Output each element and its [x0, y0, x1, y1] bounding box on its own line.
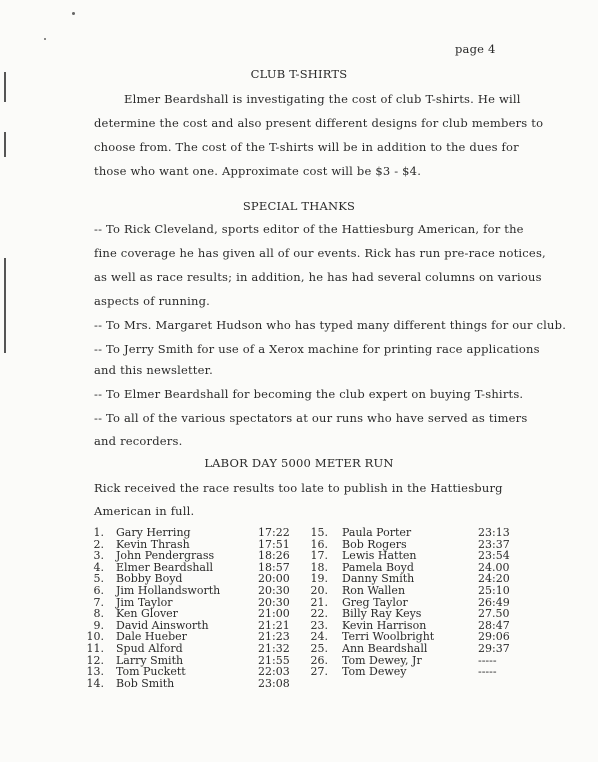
tshirts-line: determine the cost and also present different designs for club members to	[94, 116, 544, 130]
result-time: 22:03	[258, 665, 290, 679]
tshirts-line: choose from. The cost of the T-shirts will be in addition to the dues for	[94, 140, 519, 154]
result-time: 17:22	[258, 526, 290, 539]
result-place: 26.	[310, 653, 328, 667]
result-name: Bob Rogers	[342, 537, 407, 551]
result-name: Terri Woolbright	[342, 630, 435, 644]
result-time: 21:32	[258, 642, 290, 655]
result-time: 20:00	[258, 572, 290, 586]
result-name: Pamela Boyd	[342, 560, 414, 574]
result-time: 29:37	[478, 642, 510, 655]
result-time: 20:30	[258, 584, 290, 597]
result-place: 20.	[310, 584, 328, 597]
result-name: Billy Ray Keys	[342, 607, 422, 621]
thanks-line: -- To Jerry Smith for use of a Xerox machine for printing race applications	[94, 342, 540, 356]
result-place: 19.	[310, 572, 328, 586]
result-time: 29:06	[478, 630, 510, 644]
scan-speck	[44, 38, 46, 40]
result-name: Larry Smith	[116, 653, 184, 667]
result-time: 18:26	[258, 549, 290, 563]
result-place: 14.	[86, 676, 104, 690]
result-time: 21:55	[258, 653, 290, 667]
scan-speck	[72, 12, 75, 15]
laborday-line: American in full.	[94, 504, 195, 518]
result-name: Jim Taylor	[116, 595, 173, 609]
tshirts-heading: CLUB T-SHIRTS	[250, 67, 348, 81]
result-time: 27.50	[478, 607, 510, 621]
result-time: 28:47	[478, 618, 510, 632]
result-name: Gary Herring	[116, 526, 191, 539]
result-place: 15.	[310, 526, 328, 539]
result-name: Jim Hollandsworth	[116, 584, 221, 597]
result-name: Kevin Thrash	[116, 537, 190, 551]
thanks-line: -- To Mrs. Margaret Hudson who has typed many different things for our club.	[94, 318, 567, 332]
result-name: Bob Smith	[116, 676, 175, 690]
thanks-line: -- To Elmer Beardshall for becoming the club expert on buying T-shirts.	[94, 387, 524, 401]
binding-mark-lower	[4, 258, 6, 353]
result-place: 27.	[310, 665, 328, 679]
binding-mark-middle	[4, 132, 6, 157]
result-time: 21:21	[258, 618, 290, 632]
result-time: 23:08	[258, 676, 290, 690]
thanks-line: fine coverage he has given all of our events. Rick has run pre-race notices,	[94, 246, 546, 260]
result-place: 9.	[93, 618, 104, 632]
laborday-heading: LABOR DAY 5000 METER RUN	[204, 456, 394, 470]
page-number: page 4	[455, 42, 496, 56]
result-place: 16.	[310, 537, 328, 551]
result-place: 4.	[93, 560, 104, 574]
result-name: Bobby Boyd	[116, 572, 183, 586]
result-name: Ann Beardshall	[342, 642, 428, 655]
thanks-line: and this newsletter.	[94, 363, 213, 377]
result-place: 8.	[93, 607, 104, 621]
result-name: Paula Porter	[342, 526, 412, 539]
tshirts-line: Elmer Beardshall is investigating the cost of club T-shirts. He will	[124, 92, 521, 106]
result-name: Elmer Beardshall	[116, 560, 214, 574]
result-time: 23:37	[478, 537, 510, 551]
result-name: Lewis Hatten	[342, 549, 417, 563]
result-name: Ken Glover	[116, 607, 178, 621]
result-name: Dale Hueber	[116, 630, 187, 644]
result-time: 26:49	[478, 595, 510, 609]
result-name: Spud Alford	[116, 642, 183, 655]
result-place: 5.	[93, 572, 104, 586]
result-place: 24.	[310, 630, 328, 644]
result-name: David Ainsworth	[116, 618, 209, 632]
result-name: Tom Puckett	[116, 665, 186, 679]
thanks-line: aspects of running.	[94, 294, 210, 308]
result-place: 22.	[310, 607, 328, 621]
thanks-line: as well as race results; in addition, he has had several columns on various	[94, 270, 542, 284]
result-place: 18.	[310, 560, 328, 574]
result-time: 17:51	[258, 537, 290, 551]
result-time: -----	[478, 665, 497, 679]
result-time: 23:54	[478, 549, 510, 563]
result-place: 11.	[86, 642, 104, 655]
result-name: Kevin Harrison	[342, 618, 427, 632]
result-time: 18:57	[258, 560, 290, 574]
result-time: 21:00	[258, 607, 290, 621]
result-time: 21:23	[258, 630, 290, 644]
thanks-line: -- To all of the various spectators at our runs who have served as timers	[94, 411, 528, 425]
result-time: 24:20	[478, 572, 510, 586]
result-place: 13.	[86, 665, 104, 679]
tshirts-line: those who want one. Approximate cost will be $3 - $4.	[94, 164, 422, 178]
result-time: 24.00	[478, 560, 510, 574]
result-place: 7.	[93, 595, 104, 609]
result-place: 3.	[93, 549, 104, 563]
result-place: 17.	[310, 549, 328, 563]
result-place: 21.	[310, 595, 328, 609]
thanks-line: and recorders.	[94, 434, 183, 448]
result-time: 20:30	[258, 595, 290, 609]
result-name: Tom Dewey, Jr	[342, 653, 422, 667]
result-name: Tom Dewey	[342, 665, 407, 679]
result-place: 6.	[93, 584, 104, 597]
result-name: Greg Taylor	[342, 595, 408, 609]
result-place: 2.	[93, 537, 104, 551]
result-time: 23:13	[478, 526, 510, 539]
laborday-line: Rick received the race results too late to publish in the Hattiesburg	[94, 481, 503, 495]
result-place: 1.	[93, 526, 104, 539]
result-name: John Pendergrass	[116, 549, 215, 563]
result-place: 10.	[86, 630, 104, 644]
thanks-heading: SPECIAL THANKS	[242, 199, 356, 213]
result-place: 23.	[310, 618, 328, 632]
thanks-line: -- To Rick Cleveland, sports editor of the Hattiesburg American, for the	[94, 222, 524, 236]
result-name: Danny Smith	[342, 572, 415, 586]
result-place: 12.	[86, 653, 104, 667]
result-name: Ron Wallen	[342, 584, 406, 597]
result-time: -----	[478, 653, 497, 667]
result-time: 25:10	[478, 584, 510, 597]
result-place: 25.	[310, 642, 328, 655]
